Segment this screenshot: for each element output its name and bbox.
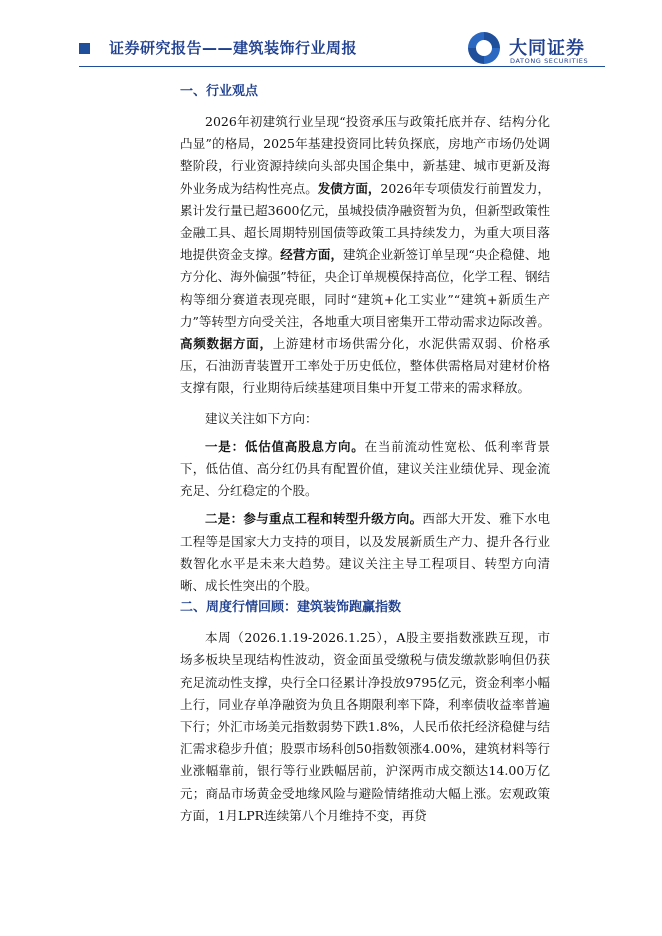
intro-bold-operations: 经营方面， <box>280 247 343 263</box>
report-title: 证券研究报告——建筑装饰行业周报 <box>109 39 358 57</box>
intro-bold-highfreq: 高频数据方面， <box>180 336 273 352</box>
section-heading-industry-view: 一、行业观点 <box>180 84 259 99</box>
intro-bold-bonds: 发债方面， <box>317 180 381 196</box>
header-divider <box>79 66 605 67</box>
suggestion-two-text: 西部大开发、雅下水电工程等是国家大力支持的项目，以及发展新质生产力、提升各行业数智化水平是未来大趋势。建议关注主导工程项目、转型方向清晰、成长性突出的个股。 <box>180 511 550 594</box>
logo-english-name: DATONG SECURITIES <box>510 57 589 65</box>
header-square-marker <box>79 43 90 54</box>
suggestion-lead: 建议关注如下方向： <box>205 410 318 426</box>
logo-company-name: 大同证券 <box>509 38 585 59</box>
intro-text-3: 建筑企业新签订单呈现“央企稳健、地方分化、海外偏强”特征，央企订单规模保持高位，化学工程、钢结构等细分赛道表现亮眼，同时“建筑+化工实业”“建筑+新质生产力”等转型方向受关注，各地重大项目密集开工带动需求边际改善。 <box>180 247 550 329</box>
datong-logo-icon <box>466 30 502 66</box>
suggestion-two <box>180 508 550 597</box>
suggestion-one <box>180 436 550 503</box>
suggestion-two-title: 二是：参与重点工程和转型升级方向。 <box>205 511 423 527</box>
suggestion-one-text: 在当前流动性宽松、低利率背景下，低估值、高分红仍具有配置价值，建议关注业绩优异、现金流充足、分红稳定的个股。 <box>180 438 550 499</box>
intro-text-4: 上游建材市场供需分化，水泥供需双弱、价格承压，石油沥青装置开工率处于历史低位，整体供需格局对建材价格支撑有限，行业期待后续基建项目集中开复工带来的需求释放。 <box>180 336 550 396</box>
intro-text-2: 2026年专项债发行前置发力，累计发行量已超3600亿元，虽城投债净融资暂为负，但新型政策性金融工具、超长周期特别国债等政策工具持续发力，为重大项目落地提供资金支撑。 <box>180 180 550 263</box>
page-header <box>0 0 662 80</box>
weekly-review-paragraph: 本周（2026.1.19-2026.1.25），A股主要指数涨跌互现，市场多板块呈现结构性波动，资金面虽受缴税与债发缴款影响但仍获充足流动性支撑，央行全口径累计净投放9795亿元，资金利率小幅上行，同业存单净融资为负且各期限利率下降，利率债收益率普遍下行；外汇市场美元指数弱势下跌1.8%，人民币依托经济稳健与结汇需求稳步升值；股票市场科创50指数领涨4.00%，建筑材料等行业涨幅靠前，银行等行业跌幅居前，沪深两市成交额达14.00万亿元；商品市场黄金受地缘风险与避险情绪推动大幅上涨。宏观政策方面，1月LPR连续第八个月维持不变，再贷 <box>180 630 550 823</box>
industry-view-paragraph <box>180 111 550 400</box>
section-heading-weekly-review: 二、周度行情回顾：建筑装饰跑赢指数 <box>180 600 402 616</box>
intro-text-1: 2026年初建筑行业呈现“投资承压与政策托底并存、结构分化凸显”的格局，2025年基建投资同比转负探底，房地产市场仍处调整阶段，行业资源持续向头部央国企集中，新基建、城市更新及海外业务成为结构性亮点。 <box>180 114 550 196</box>
suggestion-one-title: 一是：低估值高股息方向。 <box>205 438 365 454</box>
report-body <box>180 80 550 827</box>
